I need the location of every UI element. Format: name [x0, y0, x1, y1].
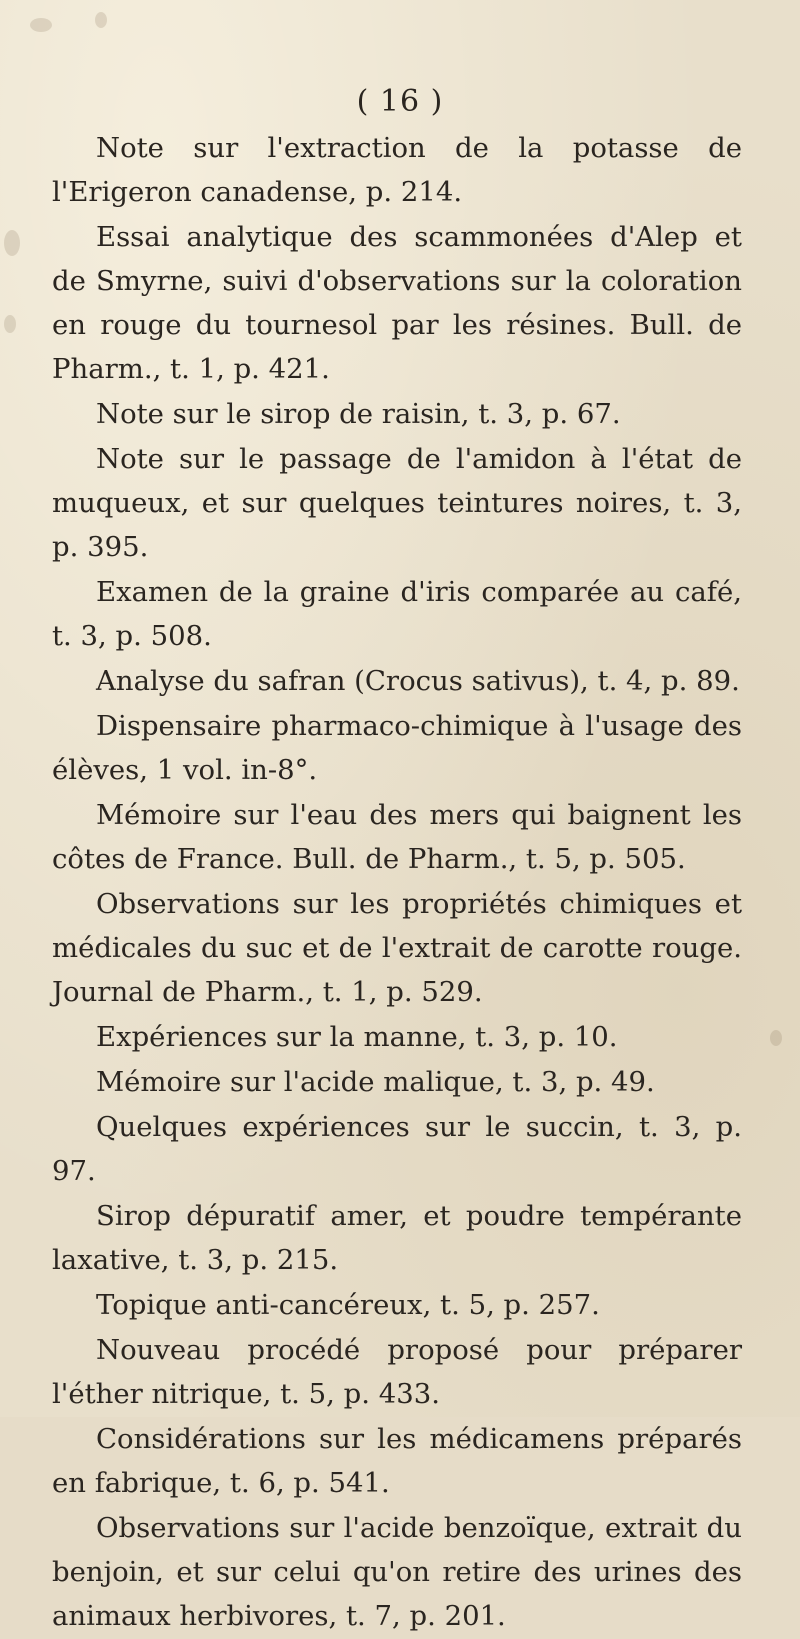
- list-item: Considérations sur les médicamens préparés en fabrique, t. 6, p. 541.: [52, 1423, 742, 1499]
- list-item: Mémoire sur l'eau des mers qui baignent les côtes de France. Bull. de Pharm., t. 5, p. 505.: [52, 799, 742, 875]
- ink-smudge: [30, 18, 52, 32]
- list-item: Dispensaire pharmaco-chimique à l'usage des élèves, 1 vol. in-8°.: [52, 710, 742, 786]
- list-item: Sirop dépuratif amer, et poudre tempérante laxative, t. 3, p. 215.: [52, 1200, 742, 1276]
- list-item: Examen de la graine d'iris comparée au café, t. 3, p. 508.: [52, 576, 742, 652]
- bibliography-list: [52, 126, 742, 1639]
- list-item: Essai analytique des scammonées d'Alep et de Smyrne, suivi d'observations sur la coloration en rouge du tournesol par les résines. Bull. de Pharm., t. 1, p. 421.: [52, 221, 742, 385]
- list-item: Note sur l'extraction de la potasse de l'Erigeron canadense, p. 214.: [52, 132, 742, 208]
- list-item: Note sur le passage de l'amidon à l'état de muqueux, et sur quelques teintures noires, t. 3, p. 395.: [52, 443, 742, 563]
- page-number: ( 16 ): [356, 84, 444, 119]
- list-item: Topique anti-cancéreux, t. 5, p. 257.: [96, 1289, 600, 1321]
- ink-smudge: [95, 12, 107, 28]
- ink-smudge: [4, 230, 20, 256]
- list-item: Quelques expériences sur le succin, t. 3, p. 97.: [52, 1111, 742, 1187]
- list-item: Observations sur l'acide benzoïque, extrait du benjoin, et sur celui qu'on retire des urines des animaux herbivores, t. 7, p. 201.: [52, 1512, 742, 1632]
- list-item: Note sur le sirop de raisin, t. 3, p. 67.: [96, 398, 621, 430]
- list-item: Observations sur les propriétés chimiques et médicales du suc et de l'extrait de carotte rouge. Journal de Pharm., t. 1, p. 529.: [52, 888, 742, 1008]
- list-item: Expériences sur la manne, t. 3, p. 10.: [96, 1021, 618, 1053]
- list-item: Analyse du safran (Crocus sativus), t. 4, p. 89.: [96, 665, 740, 697]
- ink-smudge: [770, 1030, 782, 1046]
- list-item: Mémoire sur l'acide malique, t. 3, p. 49.: [96, 1066, 655, 1098]
- ink-smudge: [4, 315, 16, 333]
- list-item: Nouveau procédé proposé pour préparer l'éther nitrique, t. 5, p. 433.: [52, 1334, 742, 1410]
